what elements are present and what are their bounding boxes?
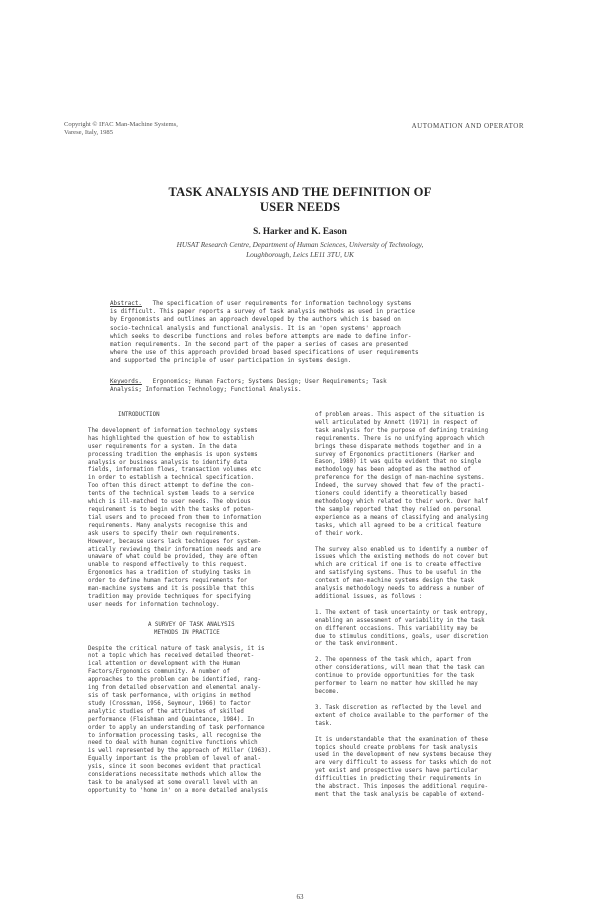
body-text-line: Equally important is the problem of level of anal- — [88, 756, 262, 763]
paragraph-gap — [315, 649, 547, 657]
body-text-line: Factors/Ergonomics community. A number of — [88, 669, 230, 676]
body-text-line: additional issues, as follows : — [315, 593, 423, 600]
body-text-line: sis of task performance, with origins in method — [88, 693, 251, 699]
paragraph-gap — [315, 697, 547, 705]
keywords-label: Keywords. — [110, 379, 142, 385]
list-item-line: other considerations, will mean that the task can — [315, 665, 485, 672]
list-item-line: 3. Task discretion as reflected by the level and — [315, 704, 482, 711]
body-text-line: yet exist and prospective users have particular — [315, 768, 478, 775]
body-text-line: experience as a means of classifying and analysing — [315, 514, 489, 521]
section-heading-introduction: INTRODUCTION — [118, 412, 160, 418]
body-text-line: ment that the task analysis be capable of extend- — [315, 791, 485, 798]
body-text-line: However, because users lack techniques for system- — [88, 538, 262, 545]
body-text-line: not a topic which has received detailed theoret- — [88, 653, 255, 660]
body-text-line: of their work. — [315, 530, 364, 537]
running-header: AUTOMATION AND OPERATOR — [411, 122, 524, 130]
body-text-line: unaware of what could be provided, they are often — [88, 554, 258, 561]
body-text-line: tasks, which all agreed to be a critical feature — [315, 522, 482, 529]
list-item-line: become. — [315, 689, 340, 695]
abstract-line: which seeks to describe functions and roles before attempts are made to define infor- — [110, 333, 412, 340]
section-heading-survey: A SURVEY OF TASK ANALYSIS — [148, 621, 235, 628]
body-text-line: well articulated by Annett (1971) in respect of — [315, 419, 478, 426]
abstract-line: mation requirements. In the second part of the paper a series of cases are presented — [110, 342, 408, 349]
body-text-line: ask users to specify their own requirements. — [88, 530, 241, 537]
page-number: 63 — [296, 893, 304, 901]
body-text-line: user needs for information technology. — [88, 601, 220, 608]
body-text-line: which is ill-matched to user needs. The obvious — [88, 499, 251, 506]
body-text-line: tents of the technical system leads to a service — [88, 491, 255, 498]
body-text-line: survey of Ergonomics practitioners (Harker and — [315, 451, 475, 458]
right-column — [315, 412, 547, 800]
body-text-line: the sample reported that they relied on personal — [315, 506, 482, 513]
abstract-line: Abstract. The specification of user requirements for information technology systems — [110, 301, 412, 307]
body-text-line: unable to respond effectively to this request. — [88, 562, 248, 569]
body-text-line: approaches to the problem can be identified, rang- — [88, 677, 262, 684]
affiliation-line: HUSAT Research Centre, Department of Human Sciences, University of Technology, — [176, 240, 424, 249]
title-line: TASK ANALYSIS AND THE DEFINITION OF — [168, 185, 432, 199]
paragraph-gap — [315, 729, 547, 737]
body-text-line: is well represented by the approach of Miller (1963). — [88, 748, 272, 755]
copyright-header — [64, 121, 178, 138]
keywords — [110, 378, 510, 394]
abstract-line: is difficult. This paper reports a survey of task analysis methods as used in practice — [110, 309, 415, 316]
authors: S. Harker and K. Eason — [253, 226, 347, 236]
body-text-line: The survey also enabled us to identify a number of — [315, 546, 489, 553]
body-text-line: fields, information flows, transaction volumes etc — [88, 467, 262, 474]
abstract-line: where the use of this approach provided broad based specifications of user requirements — [110, 350, 419, 357]
keywords-line: Keywords. Ergonomics; Human Factors; Systems Design; User Requirements; Task — [110, 379, 387, 385]
title-line: USER NEEDS — [259, 199, 341, 214]
body-text-line: considerations necessitate methods which allow the — [88, 772, 262, 779]
body-text-line: task to be analysed at some overall level with an — [88, 779, 258, 786]
body-text-line: ical attention or development with the Human — [88, 661, 241, 668]
body-text-line: atically reviewing their information needs and are — [88, 546, 262, 553]
body-text-line: are very difficult to assess for tasks which do not — [315, 760, 492, 767]
list-item-line: task. — [315, 720, 333, 727]
list-item-line: extent of choice available to the performer of the — [315, 712, 489, 719]
list-item-line: performer to learn no matter how skilled he may — [315, 681, 478, 688]
list-item-line: 2. The openness of the task which, apart from — [315, 657, 471, 664]
affiliation — [0, 240, 600, 260]
body-text-line: issues which the existing methods do not cover but — [315, 554, 489, 561]
section-heading-survey: METHODS IN PRACTICE — [154, 629, 220, 636]
paragraph-gap — [315, 539, 547, 547]
body-text-line: Too often this direct attempt to define the con- — [88, 483, 255, 490]
body-text-line: brings these disparate methods together and in a — [315, 443, 482, 450]
copyright-line: Copyright © IFAC Man-Machine Systems, — [64, 121, 178, 128]
body-text-line: requirement is to begin with the tasks of poten- — [88, 506, 255, 513]
body-text-line: opportunity to 'home in' on a more detailed analysis — [88, 787, 269, 794]
body-text-line: Despite the critical nature of task analysis, it is — [88, 645, 265, 652]
body-text-line: order to apply an understanding of task performance — [88, 724, 265, 731]
body-text-line: analysis or business analysis to identify data — [88, 459, 248, 466]
abstract-line: and supported the principle of user participation in systems design. — [110, 358, 352, 365]
body-text-line: It is understandable that the examination of these — [315, 736, 489, 743]
body-text-line: topics should create problems for task analysis — [315, 744, 478, 751]
body-text-line: and satisfying systems. Thus to be useful in the — [315, 570, 482, 577]
paper-title — [0, 185, 600, 214]
body-text-line: task analysis for the purpose of defining training — [315, 427, 489, 434]
body-text-line: man-machine systems and it is possible that this — [88, 586, 255, 593]
body-text-line: analysis methodology needs to address a number of — [315, 586, 485, 593]
paragraph-gap — [88, 420, 320, 428]
body-text-line: used in the development of new systems because they — [315, 752, 492, 759]
body-text-line: performance (Fleishman and Quaintance, 1984). In — [88, 716, 255, 723]
list-item-line: enabling an assessment of variability in the task — [315, 617, 485, 624]
body-text-line: to information processing tasks, all recognise the — [88, 732, 262, 739]
body-text-line: ing from detailed observation and elemental analy- — [88, 685, 262, 692]
body-text-line: The development of information technology systems — [88, 427, 258, 434]
body-text-line: order to define human factors requirements for — [88, 578, 248, 585]
body-text-line: has highlighted the question of how to establish — [88, 435, 255, 442]
body-text-line: methodology has been adopted as the method of — [315, 467, 471, 474]
body-text-line: ysis, since it soon becomes evident that practical — [88, 764, 262, 771]
body-text-line: user requirements for a system. In the data — [88, 443, 237, 450]
body-text-line: Ergonomics has a tradition of studying tasks in — [88, 570, 251, 577]
keywords-line: Analysis; Information Technology; Functional Analysis. — [110, 387, 302, 394]
body-text-line: Indeed, the survey showed that few of the practi- — [315, 483, 485, 490]
abstract — [110, 300, 510, 366]
list-item-line: due to stimulus conditions, goals, user discretion — [315, 633, 489, 640]
list-item-line: or the task environment. — [315, 641, 399, 648]
body-text-line: context of man-machine systems design the task — [315, 578, 475, 585]
list-item-line: 1. The extent of task uncertainty or task entropy, — [315, 609, 489, 616]
body-text-line: study (Crossman, 1956, Seymour, 1966) to factor — [88, 700, 251, 707]
abstract-label: Abstract. — [110, 301, 142, 307]
abstract-line: by Ergonomists and outlines an approach developed by the authors which is based on — [110, 317, 401, 324]
body-text-line: tradition may provide techniques for specifying — [88, 593, 251, 600]
body-text-line: requirements. Many analysts recognise this and — [88, 522, 248, 529]
paragraph-gap — [315, 602, 547, 610]
body-text-line: tioners could identify a theoretically based — [315, 491, 468, 498]
list-item-line: continue to provide opportunities for the task — [315, 673, 475, 680]
left-column — [88, 412, 320, 796]
body-text-line: which are critical if one is to create effective — [315, 562, 482, 569]
list-item-line: on different occasions. This variability may be — [315, 625, 478, 632]
body-text-line: of problem areas. This aspect of the situation is — [315, 412, 485, 418]
abstract-line: socio-technical analysis and functional analysis. It is an 'open systems' approach — [110, 325, 401, 332]
body-text-line: preference for the design of man-machine systems. — [315, 475, 485, 482]
body-text-line: tial users and to proceed from them to information — [88, 514, 262, 521]
affiliation-line: Loughborough, Leics LE11 3TU, UK — [246, 250, 354, 259]
body-text-line: need to deal with human cognitive functions which — [88, 740, 258, 747]
body-text-line: requirements. There is no unifying approach which — [315, 435, 485, 442]
body-text-line: Eason, 1980) it was quite evident that no single — [315, 459, 482, 466]
body-text-line: processing tradition the emphasis is upon systems — [88, 451, 258, 458]
body-text-line: the abstract. This imposes the additional require- — [315, 784, 489, 791]
body-text-line: in order to establish a technical specification. — [88, 475, 255, 482]
conference-location: Varese, Italy, 1985 — [64, 129, 114, 137]
paragraph-gap — [88, 638, 320, 646]
body-text-line: analytic studies of the attributes of skilled — [88, 708, 244, 715]
body-text-line: methodology which related to their work. Over half — [315, 498, 489, 505]
paragraph-gap — [88, 610, 320, 622]
body-text-line: difficulties in predicting their requirements in — [315, 776, 482, 783]
